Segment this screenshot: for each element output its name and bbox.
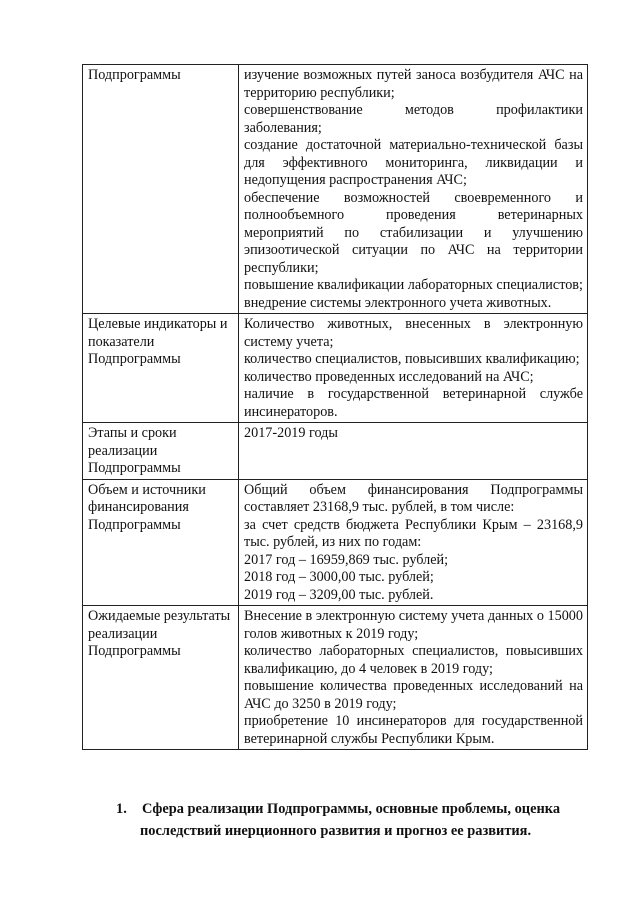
row-label: Целевые индикаторы и показатели Подпрограммы <box>83 314 239 423</box>
row-content <box>239 65 588 314</box>
row-label: Ожидаемые результаты реализации Подпрограммы <box>83 606 239 750</box>
row-content <box>239 606 588 750</box>
content-line: повышение количества проведенных исследований на АЧС до 3250 в 2019 году; <box>244 678 583 712</box>
subprogram-passport-table <box>82 64 588 750</box>
content-line: Общий объем финансирования Подпрограммы составляет 23168,9 тыс. рублей, в том числе: <box>244 481 583 515</box>
table-row <box>83 314 588 423</box>
row-label: Этапы и сроки реализации Подпрограммы <box>83 423 239 480</box>
section-title-line-1: Сфера реализации Подпрограммы, основные проблемы, оценка <box>142 801 561 817</box>
content-line: 2017-2019 годы <box>244 425 338 441</box>
content-line: наличие в государственной ветеринарной службе инсинераторов. <box>244 386 583 420</box>
content-line: совершенствование методов профилактики заболевания; <box>244 102 583 136</box>
row-content <box>239 479 588 606</box>
content-line: внедрение системы электронного учета животных. <box>244 294 552 311</box>
content-line: 2019 год – 3209,00 тыс. рублей. <box>244 586 434 603</box>
content-line: Количество животных, внесенных в электронную систему учета; <box>244 316 583 350</box>
section-number: 1. <box>116 801 127 817</box>
content-line: 2017 год – 16959,869 тыс. рублей; <box>244 551 449 568</box>
table-row <box>83 423 588 480</box>
row-label: Подпрограммы <box>83 65 239 314</box>
content-line: создание достаточной материально-технической базы для эффективного мониторинга, ликвидации и недопущения распространения АЧС; <box>244 137 583 188</box>
content-line: количество лабораторных специалистов, повысивших квалификацию, до 4 человек в 2019 году; <box>244 643 583 677</box>
section-heading <box>116 798 594 842</box>
row-label: Объем и источники финансирования Подпрограммы <box>83 479 239 606</box>
content-line: количество специалистов, повысивших квалификацию; <box>244 351 580 367</box>
content-line: Внесение в электронную систему учета данных о 15000 голов животных к 2019 году; <box>244 608 583 642</box>
row-content <box>239 423 588 480</box>
section-title-line-2: последствий инерционного развития и прогноз ее развития. <box>140 823 532 839</box>
content-line: количество проведенных исследований на АЧС; <box>244 368 534 385</box>
content-line: 2018 год – 3000,00 тыс. рублей; <box>244 569 434 585</box>
table-row <box>83 479 588 606</box>
table-row <box>83 606 588 750</box>
content-line: повышение квалификации лабораторных специалистов; <box>244 277 583 293</box>
table-row <box>83 65 588 314</box>
content-line: приобретение 10 инсинераторов для государственной ветеринарной службы Республики Крым. <box>244 713 583 747</box>
row-content <box>239 314 588 423</box>
content-line: обеспечение возможностей своевременного и полнообъемного проведения ветеринарных мероприятий по стабилизации и улучшению эпизоотической ситуации по АЧС на территории республики; <box>244 189 583 276</box>
content-line: за счет средств бюджета Республики Крым – 23168,9 тыс. рублей, из них по годам: <box>244 516 583 550</box>
table-body <box>83 65 588 750</box>
content-line: изучение возможных путей заноса возбудителя АЧС на территорию республики; <box>244 67 583 101</box>
